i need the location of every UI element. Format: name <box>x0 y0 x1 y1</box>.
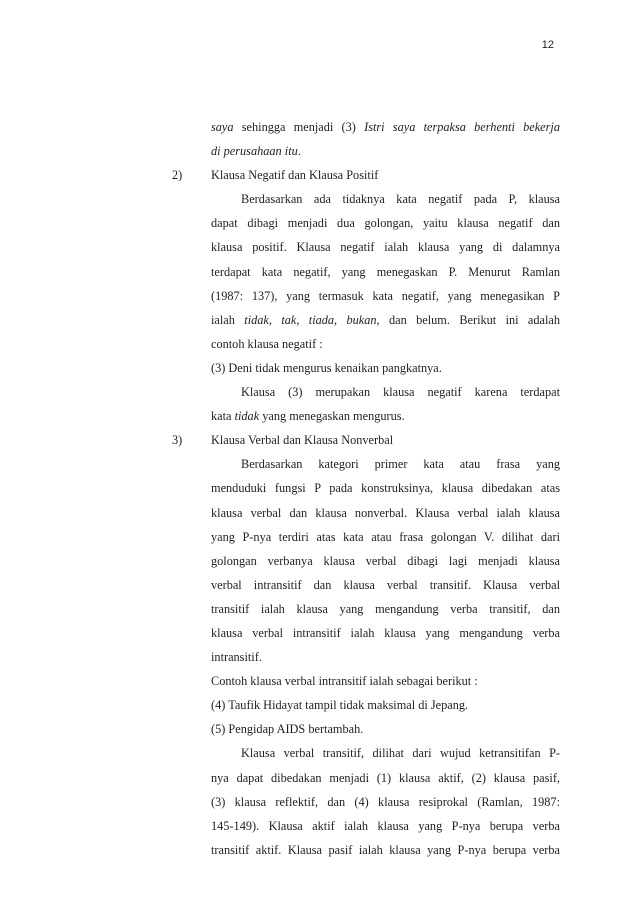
text-line: golongan verbanya klausa verbal dibagi lagi menjadi klausa <box>211 553 560 568</box>
italic-text: tidak, tak, tiada, bukan, <box>244 312 380 327</box>
example-line: (3) Deni tidak mengurus kenaikan pangkatnya. <box>211 360 442 375</box>
text-line: klausa positif. Klausa negatif ialah klausa yang di dalamnya <box>211 240 560 255</box>
text-line <box>172 115 560 139</box>
section-number: 2) <box>172 168 183 183</box>
text-span: sehingga menjadi (3) <box>233 120 365 134</box>
section-title: Klausa Verbal dan Klausa Nonverbal <box>211 433 394 448</box>
text-line: transitif ialah klausa yang mengandung verba transitif, dan <box>211 601 560 616</box>
text-line: klausa verbal dan klausa nonverbal. Klausa verbal ialah klausa <box>211 505 560 520</box>
text-line: Klausa (3) merupakan klausa negatif karena terdapat <box>241 385 560 400</box>
section-heading-3 <box>172 428 560 452</box>
text-line: Berdasarkan kategori primer kata atau frasa yang <box>241 457 560 472</box>
page-number: 12 <box>541 39 554 51</box>
text-line: Klausa verbal transitif, dilihat dari wujud ketransitifan P- <box>241 746 560 761</box>
text-line: (3) klausa reflektif, dan (4) klausa resiprokal (Ramlan, 1987: <box>211 794 560 809</box>
text-line <box>172 308 560 332</box>
text-line: Contoh klausa verbal intransitif ialah sebagai berikut : <box>211 674 478 689</box>
text-line: dapat dibagi menjadi dua golongan, yaitu klausa negatif dan <box>211 216 560 231</box>
text-span: kata <box>211 409 235 424</box>
text-line: contoh klausa negatif : <box>211 336 323 351</box>
section-title: Klausa Negatif dan Klausa Positif <box>211 168 379 183</box>
text-line: klausa verbal intransitif ialah klausa yang mengandung verba <box>211 625 560 640</box>
italic-text: di perusahaan itu <box>211 144 298 159</box>
text-line: (1987: 137), yang termasuk kata negatif, yang menegasikan P <box>211 288 560 303</box>
text-line: intransitif. <box>211 650 262 665</box>
italic-text: Istri saya terpaksa berhenti bekerja <box>364 120 560 134</box>
page-body <box>172 115 560 862</box>
italic-text: saya <box>211 120 234 134</box>
text-line: nya dapat dibedakan menjadi (1) klausa aktif, (2) klausa pasif, <box>211 770 560 785</box>
text-line: yang P-nya terdiri atas kata atau frasa golongan V. dilihat dari <box>211 529 560 544</box>
text-line: terdapat kata negatif, yang menegaskan P. Menurut Ramlan <box>211 264 560 279</box>
text-line: verbal intransitif dan klausa verbal transitif. Klausa verbal <box>211 577 560 592</box>
section-number: 3) <box>172 433 183 448</box>
italic-text: tidak <box>234 409 260 424</box>
text-line: Berdasarkan ada tidaknya kata negatif pada P, klausa <box>241 192 560 207</box>
section-heading-2 <box>172 163 560 187</box>
text-line <box>172 139 560 163</box>
example-line: (5) Pengidap AIDS bertambah. <box>211 722 364 737</box>
text-span: . <box>297 144 301 159</box>
text-line: menduduki fungsi P pada konstruksinya, klausa dibedakan atas <box>211 481 560 496</box>
text-span: yang menegaskan mengurus. <box>259 409 405 424</box>
text-line: 145-149). Klausa aktif ialah klausa yang P-nya berupa verba <box>211 818 560 833</box>
text-span: dan belum. Berikut ini adalah <box>379 312 560 327</box>
text-line <box>172 404 560 428</box>
example-line: (4) Taufik Hidayat tampil tidak maksimal di Jepang. <box>211 698 469 713</box>
text-span: ialah <box>211 312 245 327</box>
text-line: transitif aktif. Klausa pasif ialah klausa yang P-nya berupa verba <box>211 842 560 857</box>
